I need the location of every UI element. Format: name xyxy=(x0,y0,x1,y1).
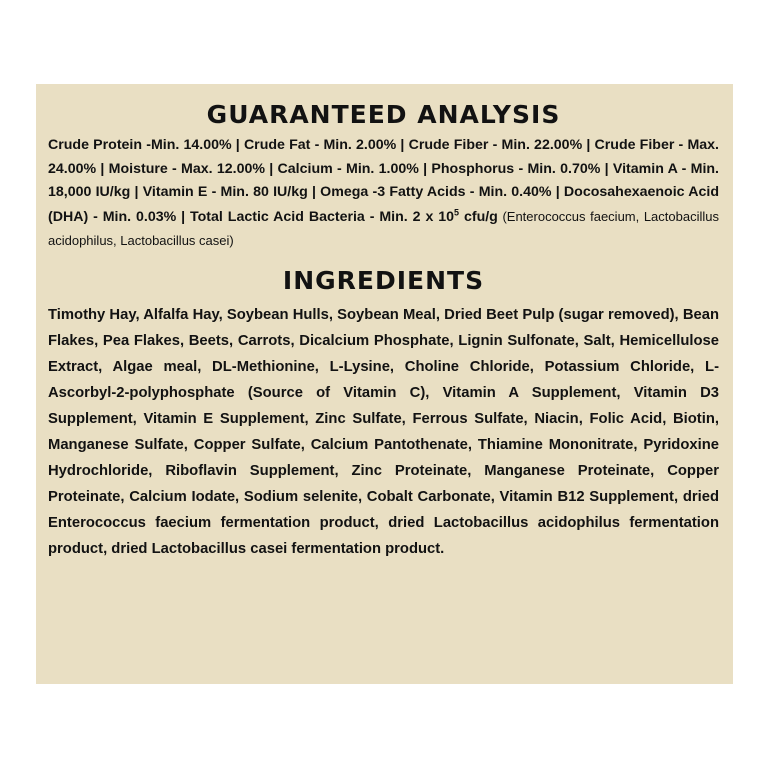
guaranteed-analysis-heading: GUARANTEED ANALYSIS xyxy=(206,100,561,129)
analysis-unit: cfu/g xyxy=(459,208,498,225)
analysis-exponent: 5 xyxy=(454,206,460,217)
analysis-organisms: (Enterococcus faecium, Lactobacillus acidophilus, Lactobacillus casei) xyxy=(48,208,719,248)
ingredients-heading: INGREDIENTS xyxy=(282,265,485,295)
product-label-panel xyxy=(36,84,733,684)
ingredients-text: Timothy Hay, Alfalfa Hay, Soybean Hulls, Soybean Meal, Dried Beet Pulp (sugar removed), Bean Flakes, Pea Flakes, Beets, Carrots, Dicalcium Phosphate, Lignin Sulfonate, Salt, Hemicellulose Extract, Algae meal, DL-Methionine, L-Lysine, Choline Chloride, Potassium Chloride, L-Ascorbyl-2-polyphosphate (Source of Vitamin C), Vitamin A Supplement, Vitamin D3 Supplement, Vitamin E Supplement, Zinc Sulfate, Ferrous Sulfate, Niacin, Folic Acid, Biotin, Manganese Sulfate, Copper Sulfate, Calcium Pantothenate, Thiamine Mononitrate, Pyridoxine Hydrochloride, Riboflavin Supplement, Zinc Proteinate, Manganese Proteinate, Copper Proteinate, Calcium Iodate, Sodium selenite, Cobalt Carbonate, Vitamin B12 Supplement, dried Enterococcus faecium fermentation product, dried Lactobacillus acidophilus fermentation product, dried Lactobacillus casei fermentation product. xyxy=(48,306,719,557)
analysis-values: Crude Protein -Min. 14.00% | Crude Fat - Min. 2.00% | Crude Fiber - Min. 22.00% | Crude Fiber - Max. 24.00% | Moisture - Max. 12.00% | Calcium - Min. 1.00% | Phosphorus - Min. 0.70% | Vitamin A - Min. 18,000 IU/kg | Vitamin E - Min. 80 IU/kg | Omega -3 Fatty Acids - Min. 0.40% | Docosahexaenoic Acid (DHA) - Min. 0.03% | Total Lactic Acid Bacteria - Min. 2 x 10 xyxy=(48,137,719,225)
guaranteed-analysis-text xyxy=(48,134,719,254)
